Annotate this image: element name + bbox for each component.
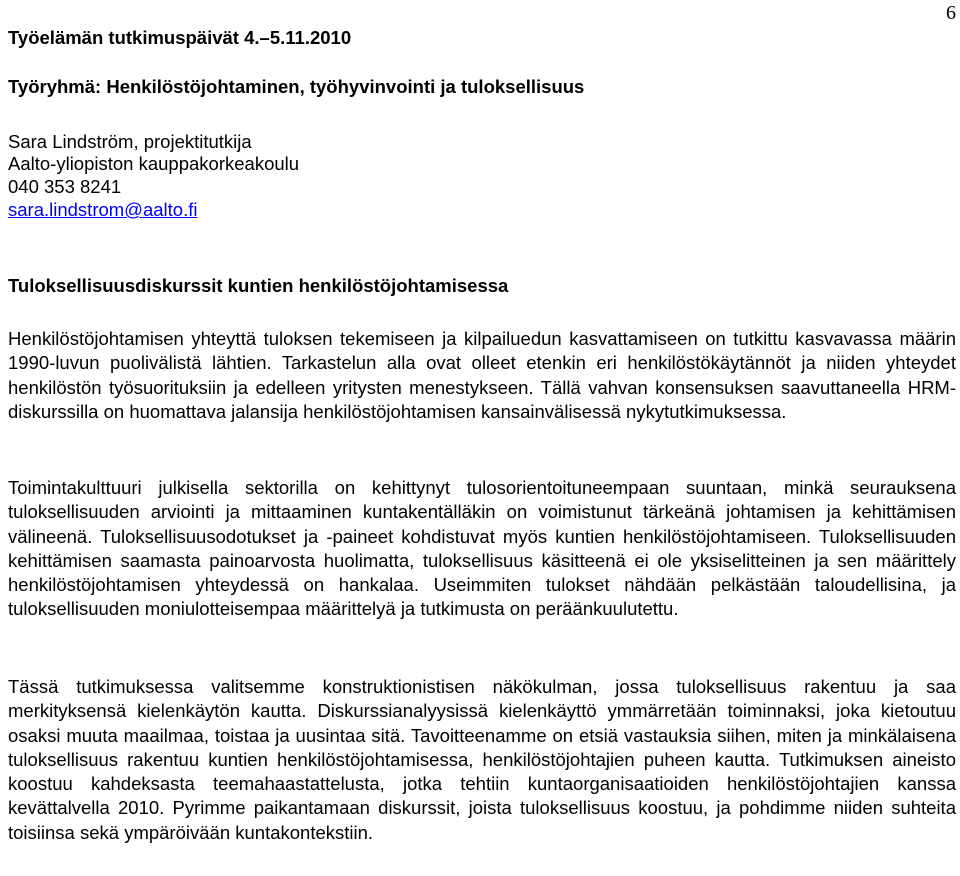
page-number: 6 xyxy=(946,2,956,24)
author-phone: 040 353 8241 xyxy=(8,176,122,197)
event-title: Työelämän tutkimuspäivät 4.–5.11.2010 xyxy=(8,27,352,48)
working-group-title: Työryhmä: Henkilöstöjohtaminen, työhyvinvointi ja tuloksellisuus xyxy=(8,76,585,97)
author-name: Sara Lindström, projektitutkija xyxy=(8,131,252,152)
body-paragraph-3: Tässä tutkimuksessa valitsemme konstruktionistisen näkökulman, jossa tuloksellisuus rakentuu ja saa merkityksensä kielenkäytön kautta. Diskurssianalyysissä kielenkäyttö ymmärretään toiminnaksi, joka kietoutuu osaksi muuta maailmaa, toistaa ja uusintaa sitä. Tavoitteenamme on etsiä vastauksia siihen, miten ja minkälaisena tuloksellisuus rakentuu kuntien henkilöstöjohtamisessa, henkilöstöjohtajien puheen kautta. Tutkimuksen aineisto koostuu kahdeksasta teemahaastattelusta, jotka tehtiin kuntaorganisaatioiden henkilöstöjohtajien kanssa kevättalvella 2010. Pyrimme paikantamaan diskurssit, joista tuloksellisuus koostuu, ja pohdimme niiden suhteita toisiinsa sekä ympäröivään kuntakontekstiin. xyxy=(8,676,956,843)
author-organization: Aalto-yliopiston kauppakorkeakoulu xyxy=(8,153,300,174)
body-paragraph-1: Henkilöstöjohtamisen yhteyttä tuloksen tekemiseen ja kilpailuedun kasvattamiseen on tutkittu kasvavassa määrin 1990-luvun puolivälistä lähtien. Tarkastelun alla ovat olleet etenkin eri henkilöstökäytännöt ja niiden yhteydet henkilöstön työsuorituksiin ja edelleen yritysten menestykseen. Tällä vahvan konsensuksen saavuttaneella HRM-diskurssilla on huomattava jalansija henkilöstöjohtamisen kansainvälisessä nykytutkimuksessa. xyxy=(8,328,956,422)
body-paragraph-2: Toimintakulttuuri julkisella sektorilla on kehittynyt tulosorientoituneempaan suuntaan, minkä seurauksena tuloksellisuuden arviointi ja mittaaminen kuntakentälläkin on voimistunut tärkeänä johtamisen ja kehittämisen välineenä. Tuloksellisuusodotukset ja -paineet kohdistuvat myös kuntien henkilöstöjohtamiseen. Tuloksellisuuden kehittämisen saamasta painoarvosta huolimatta, tuloksellisuus käsitteenä ei ole yksiselitteinen ja sen määrittely henkilöstöjohtamisen yhteydessä on hankalaa. Useimmiten tulokset nähdään pelkästään taloudellisina, ja tuloksellisuuden moniulotteisempaa määrittelyä ja tutkimusta on peräänkuulutettu. xyxy=(8,477,956,620)
author-email-link[interactable]: sara.lindstrom@aalto.fi xyxy=(8,199,198,220)
article-title: Tuloksellisuusdiskurssit kuntien henkilöstöjohtamisessa xyxy=(8,275,509,296)
